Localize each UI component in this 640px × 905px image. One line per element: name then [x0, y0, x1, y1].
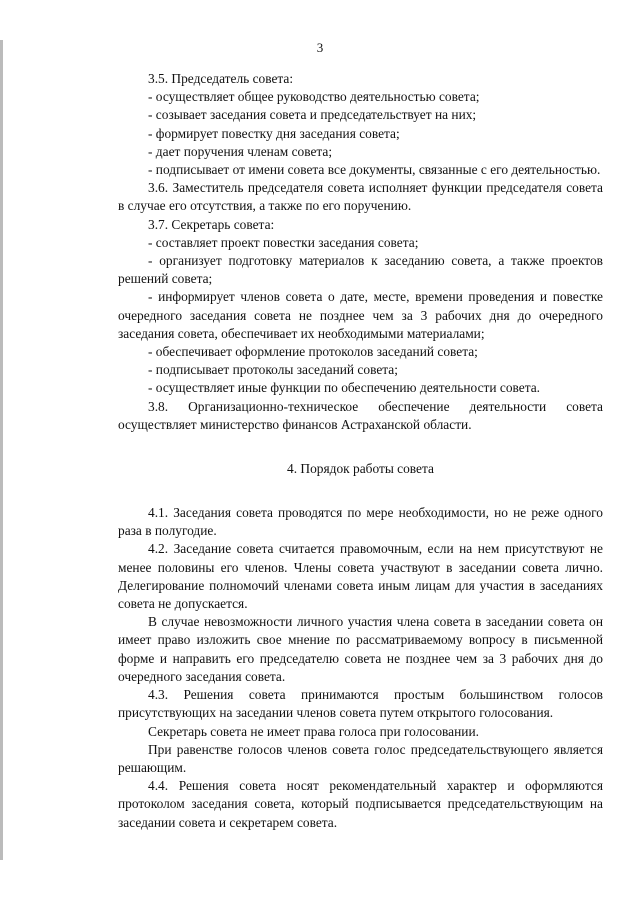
clause-4-2-paragraph: В случае невозможности личного участия члена совета в заседании совета он имеет право изложить свое мнение по рассматриваемому вопросу в письменной форме и направить его председателю совета не позднее чем за 3 рабочих дня до очередного заседания совета. [118, 614, 603, 684]
list-item: - осуществляет иные функции по обеспечению деятельности совета. [148, 380, 541, 396]
clause-3-5: 3.5. Председатель совета: [148, 71, 294, 86]
list-item: - подписывает протоколы заседаний совета; [148, 362, 398, 378]
document-body [118, 70, 603, 832]
clause-4-1: 4.1. Заседания совета проводятся по мере необходимости, но не реже одного раза в полугодие. [118, 505, 603, 539]
list-item: - составляет проект повестки заседания совета; [148, 234, 419, 250]
clause-3-6: 3.6. Заместитель председателя совета исполняет функции председателя совета в случае его отсутствия, а также по его поручению. [118, 180, 603, 214]
list-item: - дает поручения членам совета; [148, 143, 333, 159]
scan-edge [0, 40, 3, 860]
list-item: - информирует членов совета о дате, месте, времени проведения и повестке очередного заседания совета не позднее чем за 3 рабочих дня до очередного заседания совета, обеспечивает их необходимыми материалами; [118, 289, 603, 341]
clause-4-2: 4.2. Заседание совета считается правомочным, если на нем присутствуют не менее половины его членов. Члены совета участвуют в заседании совета лично. Делегирование полномочий членами совета иным лицам для участия в заседаниях совета не допускается. [118, 541, 603, 612]
clause-4-3-paragraph: При равенстве голосов членов совета голос председательствующего является решающим. [118, 741, 603, 775]
clause-4-4: 4.4. Решения совета носят рекомендательный характер и оформляются протоколом заседания совета, который подписывается председательствующим на заседании совета и секретарем совета. [118, 778, 603, 830]
page-number: 3 [316, 40, 324, 55]
clause-3-8: 3.8. Организационно-техническое обеспечение деятельности совета осуществляет министерство финансов Астраханской области. [118, 398, 603, 432]
list-item: - осуществляет общее руководство деятельностью совета; [148, 89, 480, 105]
section-heading: 4. Порядок работы совета [287, 461, 434, 477]
list-item: - организует подготовку материалов к заседанию совета, а также проектов решений совета; [118, 253, 603, 287]
list-item: - созывает заседания совета и председательствует на них; [148, 107, 477, 123]
clause-4-3-paragraph: Секретарь совета не имеет права голоса при голосовании. [148, 723, 479, 739]
list-item: - обеспечивает оформление протоколов заседаний совета; [148, 344, 478, 360]
clause-3-7: 3.7. Секретарь совета: [148, 216, 275, 232]
list-item: - подписывает от имени совета все документы, связанные с его деятельностью. [148, 162, 601, 178]
clause-4-3: 4.3. Решения совета принимаются простым большинством голосов присутствующих на заседании членов совета путем открытого голосования. [118, 687, 603, 721]
list-item: - формирует повестку дня заседания совета; [148, 125, 400, 141]
